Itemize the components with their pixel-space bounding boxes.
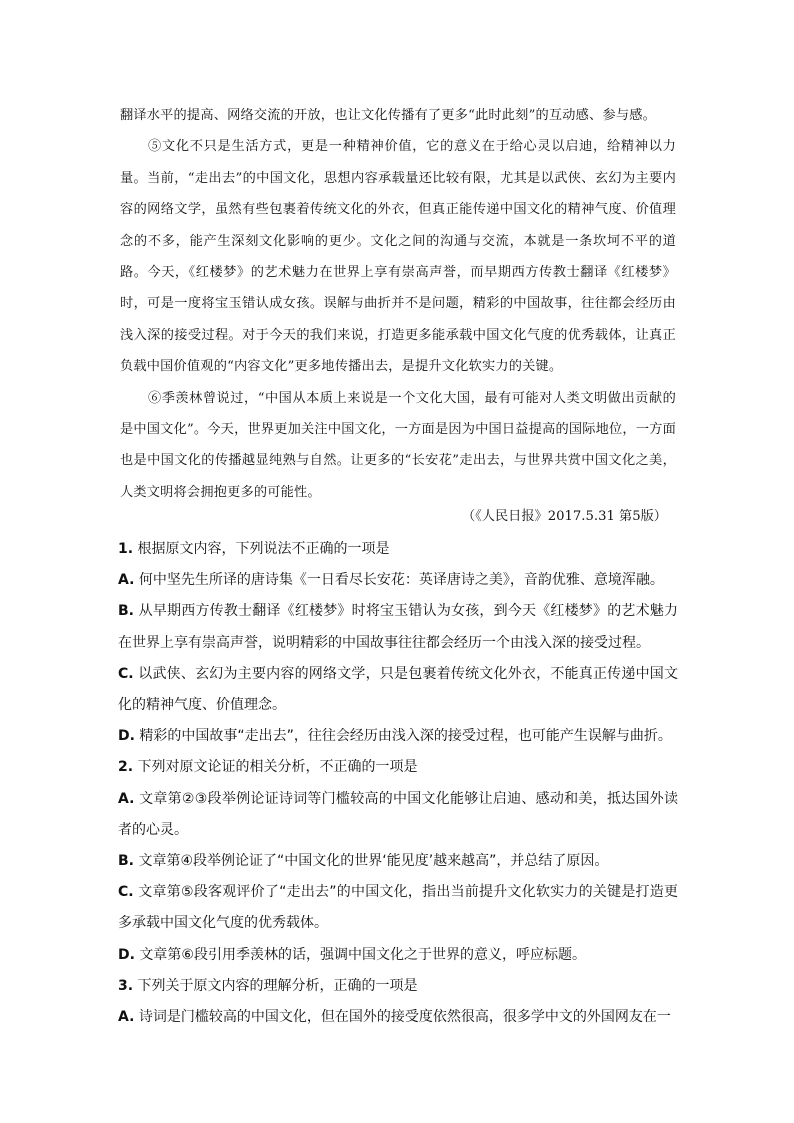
question-stem [118,534,678,565]
option-letter: C. [118,884,134,901]
option-a [118,1002,678,1033]
option-a [118,784,678,846]
question-stem [118,971,678,1002]
option-c [118,877,678,939]
option-d [118,721,678,752]
option-text: 文章第④段举例论证了“中国文化的世界‘能见度’越来越高”，并总结了原因。 [138,853,609,870]
question-text: 根据原文内容，下列说法不正确的一项是 [137,541,390,557]
option-text: 文章第⑥段引用季羡林的话，强调中国文化之于世界的意义，呼应标题。 [139,946,586,963]
passage-paragraph-6: ⑥季羡林曾说过，“中国从本质上来说是一个文化大国，最有可能对人类文明做出贡献的是中国文化”。今天，世界更加关注中国文化，一方面是因为中国日益提高的国际地位，一方面也是中国文化的传播越显纯熟与自然。让更多的“长安花”走出去，与世界共赏中国文化之美，人类文明将会拥抱更多的可能性。 [120,390,676,500]
question-stem [118,752,678,783]
passage-source-citation: （《人民日报》2017.5.31 第5版） [462,509,667,524]
option-letter: C. [118,665,134,682]
option-d [118,940,678,971]
question-number: 1. [118,541,134,557]
passage-paragraph-5: ⑤文化不只是生活方式，更是一种精神价值，它的意义在于给心灵以启迪，给精神以力量。当前，“走出去”的中国文化，思想内容承载量还比较有限，尤其是以武侠、玄幻为主要内容的网络文学，虽然有些包裹着传统文化的外衣，但真正能传递中国文化的精神气度、价值理念的不多，能产生深刻文化影响的更少。文化之间的沟通与交流，本就是一条坎坷不平的道路。今天，《红楼梦》的艺术魅力在世界上享有崇高声誉，而早期西方传教士翻译《红楼梦》时，可是一度将宝玉错认成女孩。误解与曲折并不是问题，精彩的中国故事，往往都会经历由浅入深的接受过程。对于今天的我们来说，打造更多能承载中国文化气度的优秀载体，让真正负载中国价值观的“内容文化”更多地传播出去，是提升文化软实力的关键。 [120,139,676,375]
question-list [118,534,678,1033]
option-text: 诗词是门槛较高的中国文化，但在国外的接受度依然很高，很多学中文的外国网友在一 [138,1009,671,1026]
option-text: 何中坚先生所译的唐诗集《一日看尽长安花：英译唐诗之美》，音韵优雅、意境浑融。 [138,572,664,589]
question-1 [118,534,678,752]
option-letter: B. [118,853,134,870]
question-number: 3. [118,977,134,994]
question-2 [118,752,678,970]
passage-paragraph-continued: 翻译水平的提高、网络交流的开放，也让文化传播有了更多“此时此刻”的互动感、参与感。 [120,108,656,123]
question-text: 下列关于原文内容的理解分析，正确的一项是 [137,977,418,994]
option-b [118,846,678,877]
option-letter: B. [118,603,134,620]
option-text: 以武侠、玄幻为主要内容的网络文学，只是包裹着传统文化外衣，不能真正传递中国文化的精神气度、价值理念。 [118,665,679,714]
reading-passage [120,100,676,508]
option-a [118,565,678,596]
question-3 [118,971,678,1033]
option-text: 精彩的中国故事“走出去”，往往会经历由浅入深的接受过程，也可能产生误解与曲折。 [139,728,672,745]
option-text: 文章第⑤段客观评价了“走出去”的中国文化，指出当前提升文化软实力的关键是打造更多承载中国文化气度的优秀载体。 [118,884,678,932]
option-letter: A. [118,572,135,589]
question-text: 下列对原文论证的相关分析，不正确的一项是 [137,759,418,776]
option-letter: A. [118,1009,135,1026]
option-c [118,659,678,721]
option-letter: A. [118,790,135,807]
option-b [118,596,678,658]
option-letter: D. [118,946,135,963]
option-text: 文章第②③段举例论证诗词等门槛较高的中国文化能够让启迪、感动和美，抵达国外读者的心灵。 [118,790,678,838]
question-number: 2. [118,759,134,776]
option-letter: D. [118,728,135,745]
option-text: 从早期西方传教士翻译《红楼梦》时将宝玉错认为女孩，到今天《红楼梦》的艺术魅力在世界上享有崇高声誉，说明精彩的中国故事往往都会经历一个由浅入深的接受过程。 [118,603,679,651]
